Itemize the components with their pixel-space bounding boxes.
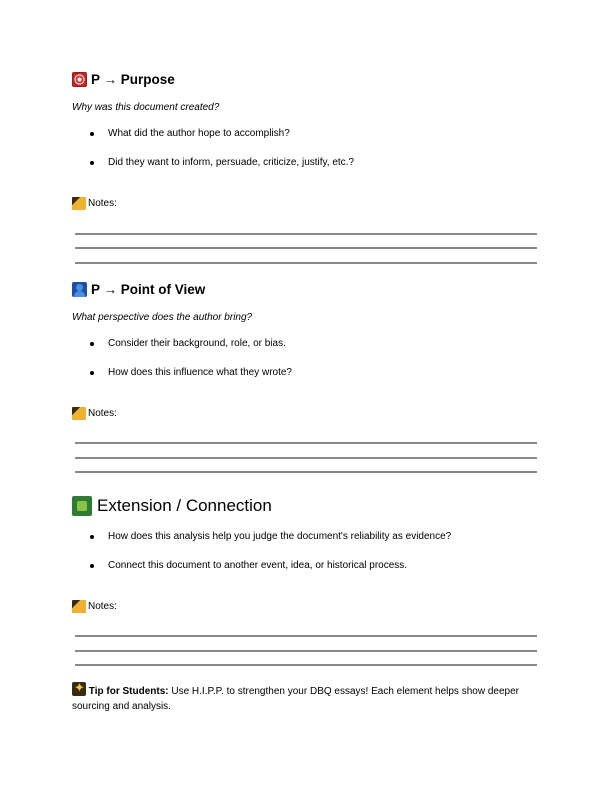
list-item-text: Connect this document to another event, idea, or historical process. bbox=[108, 560, 408, 571]
list-item bbox=[90, 157, 354, 168]
section-heading-purpose bbox=[72, 72, 175, 87]
notes-label bbox=[72, 197, 117, 210]
tip-paragraph bbox=[72, 682, 542, 714]
notes-line[interactable] bbox=[75, 635, 537, 637]
person-icon bbox=[72, 282, 87, 297]
section-subtitle: What perspective does the author bring? bbox=[72, 312, 253, 323]
notes-line[interactable] bbox=[75, 471, 537, 473]
notes-line[interactable] bbox=[75, 664, 537, 666]
notes-text: Notes: bbox=[88, 198, 117, 209]
list-item bbox=[90, 367, 292, 378]
notes-line[interactable] bbox=[75, 247, 537, 249]
notes-text: Notes: bbox=[88, 408, 117, 419]
bullet-dot bbox=[90, 564, 94, 568]
notes-text: Notes: bbox=[88, 601, 117, 612]
heading-text: P → Purpose bbox=[91, 72, 175, 87]
notes-line[interactable] bbox=[75, 262, 537, 264]
bullet-dot bbox=[90, 132, 94, 136]
list-item-text: What did the author hope to accomplish? bbox=[108, 128, 290, 139]
list-item-text: Consider their background, role, or bias. bbox=[108, 338, 286, 349]
tip-text: Use H.I.P.P. to strengthen your DBQ essays! Each element helps show deeper sourcing and analysis. bbox=[72, 686, 519, 712]
list-item bbox=[90, 531, 451, 542]
notes-line[interactable] bbox=[75, 442, 537, 444]
writing-hand-icon bbox=[72, 600, 86, 613]
list-item-text: How does this influence what they wrote? bbox=[108, 367, 292, 378]
section-subtitle: Why was this document created? bbox=[72, 102, 220, 113]
bullet-dot bbox=[90, 161, 94, 165]
bullet-dot bbox=[90, 371, 94, 375]
section-heading-point-of-view bbox=[72, 282, 205, 297]
list-item-text: Did they want to inform, persuade, criticize, justify, etc.? bbox=[108, 157, 355, 168]
bullet-dot bbox=[90, 535, 94, 539]
list-item-text: How does this analysis help you judge the document's reliability as evidence? bbox=[108, 531, 452, 542]
list-item bbox=[90, 128, 290, 139]
notes-line[interactable] bbox=[75, 650, 537, 652]
target-icon bbox=[72, 72, 87, 87]
list-item bbox=[90, 338, 286, 349]
section-heading-extension bbox=[72, 496, 272, 516]
notes-line[interactable] bbox=[75, 233, 537, 235]
puzzle-icon bbox=[72, 496, 92, 516]
sparkles-icon bbox=[72, 682, 86, 696]
notes-label bbox=[72, 600, 117, 613]
heading-text: P → Point of View bbox=[91, 282, 206, 297]
tip-label: Tip for Students: bbox=[88, 686, 169, 697]
writing-hand-icon bbox=[72, 407, 86, 420]
writing-hand-icon bbox=[72, 197, 86, 210]
list-item bbox=[90, 560, 407, 571]
heading-text: Extension / Connection bbox=[97, 496, 272, 515]
bullet-dot bbox=[90, 342, 94, 346]
notes-line[interactable] bbox=[75, 457, 537, 459]
notes-label bbox=[72, 407, 117, 420]
